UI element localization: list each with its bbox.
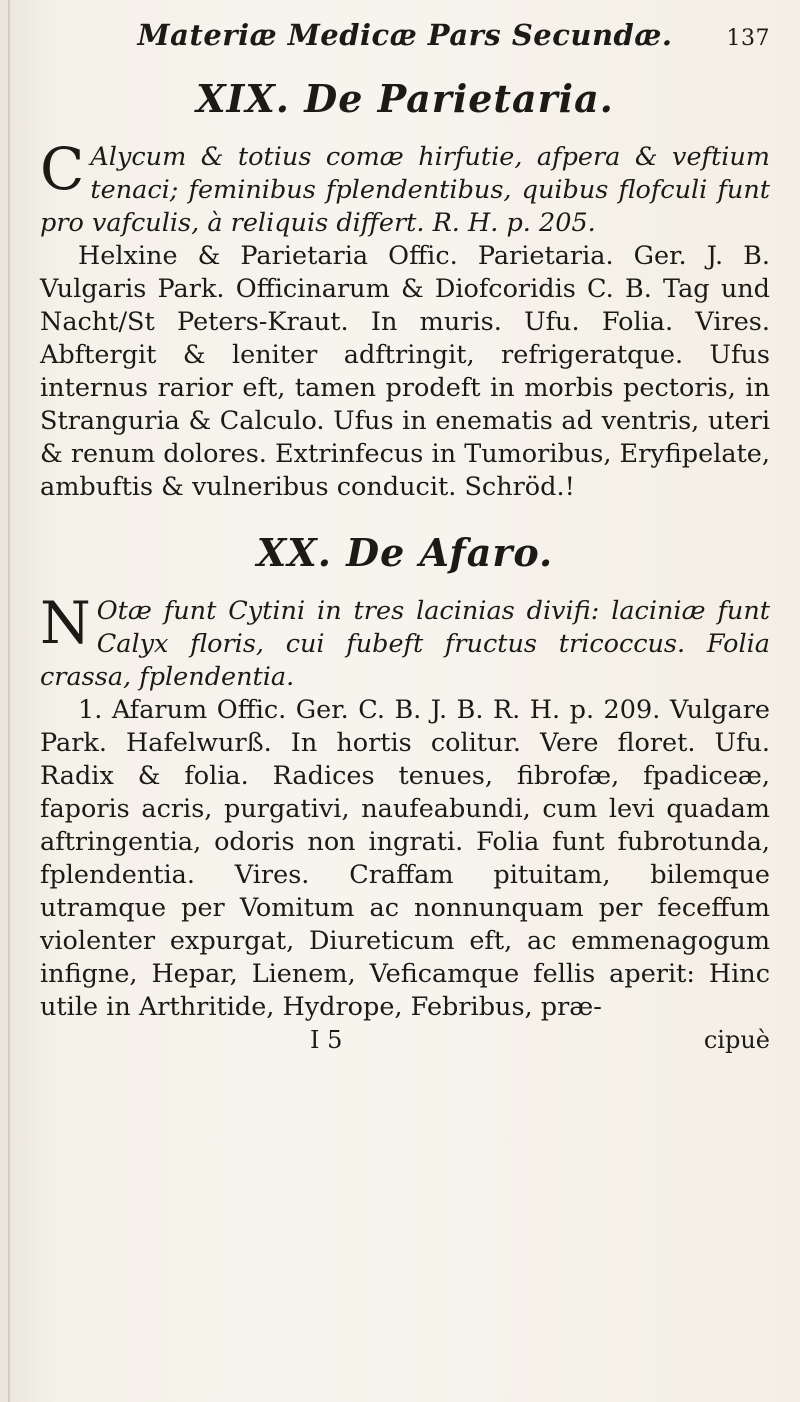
asarum-description: [40, 589, 770, 694]
page-footer: [40, 1026, 770, 1066]
parietaria-description: [40, 135, 770, 240]
drop-capital: N: [40, 589, 91, 657]
page-number: 137: [726, 26, 770, 51]
parietaria-entry: Helxine & Parietaria Offic. Parietaria. Ger. J. B. Vulgaris Park. Officinarum & Diofcoridis C. B. Tag und Nacht/St Peters-Kraut. In muris. Ufu. Folia. Vires. Abftergit & leniter adftringit, refrigeratque. Ufus internus rarior eft, tamen prodeft in morbis pectoris, in Stranguria & Calculo. Ufus in enematis ad ventris, uteri & renum dolores. Extrinfecus in Tumoribus, Eryfipelate, ambuftis & vulneribus conducit. Schröd.!: [40, 241, 770, 502]
paragraph-text: Alycum & totius comæ hirfutie, afpera & veftium tenaci; feminibus fplendentibus, quibus flofculi funt pro vafculis, à reliquis differt. R. H. p. 205.: [40, 142, 770, 238]
signature-mark: I 5: [310, 1026, 343, 1054]
running-title: Materiæ Medicæ Pars Secundæ.: [137, 18, 673, 52]
page-gutter: [8, 0, 10, 1402]
section-title-parietaria: XIX. De Parietaria.: [196, 76, 614, 121]
asarum-entry: 1. Afarum Offic. Ger. C. B. J. B. R. H. p. 209. Vulgare Park. Hafelwurß. In hortis colitur. Vere floret. Ufu. Radix & folia. Radices tenues, fibrofæ, fpadiceæ, faporis acris, purgativi, naufeabundi, cum levi quadam aftringentia, odoris non ingrati. Folia funt fubrotunda, fplendentia. Vires. Craffam pituitam, bilemque utramque per Vomitum ac nonnunquam per feceffum violenter expurgat, Diureticum eft, ac emmenagogum infigne, Hepar, Lienem, Veficamque fellis aperit: Hinc utile in Arthritide, Hydrope, Febribus, præ-: [40, 695, 770, 1022]
catchword: cipuè: [703, 1026, 770, 1054]
running-head: [40, 18, 770, 66]
section-title-asaro: XX. De Afaro.: [256, 530, 554, 575]
paragraph-text: Otæ funt Cytini in tres lacinias divifi: laciniæ funt Calyx floris, cui fubeft fructus tricoccus. Folia crassa, fplendentia.: [40, 596, 770, 692]
drop-capital: C: [40, 135, 85, 203]
text-block: [40, 18, 770, 1066]
